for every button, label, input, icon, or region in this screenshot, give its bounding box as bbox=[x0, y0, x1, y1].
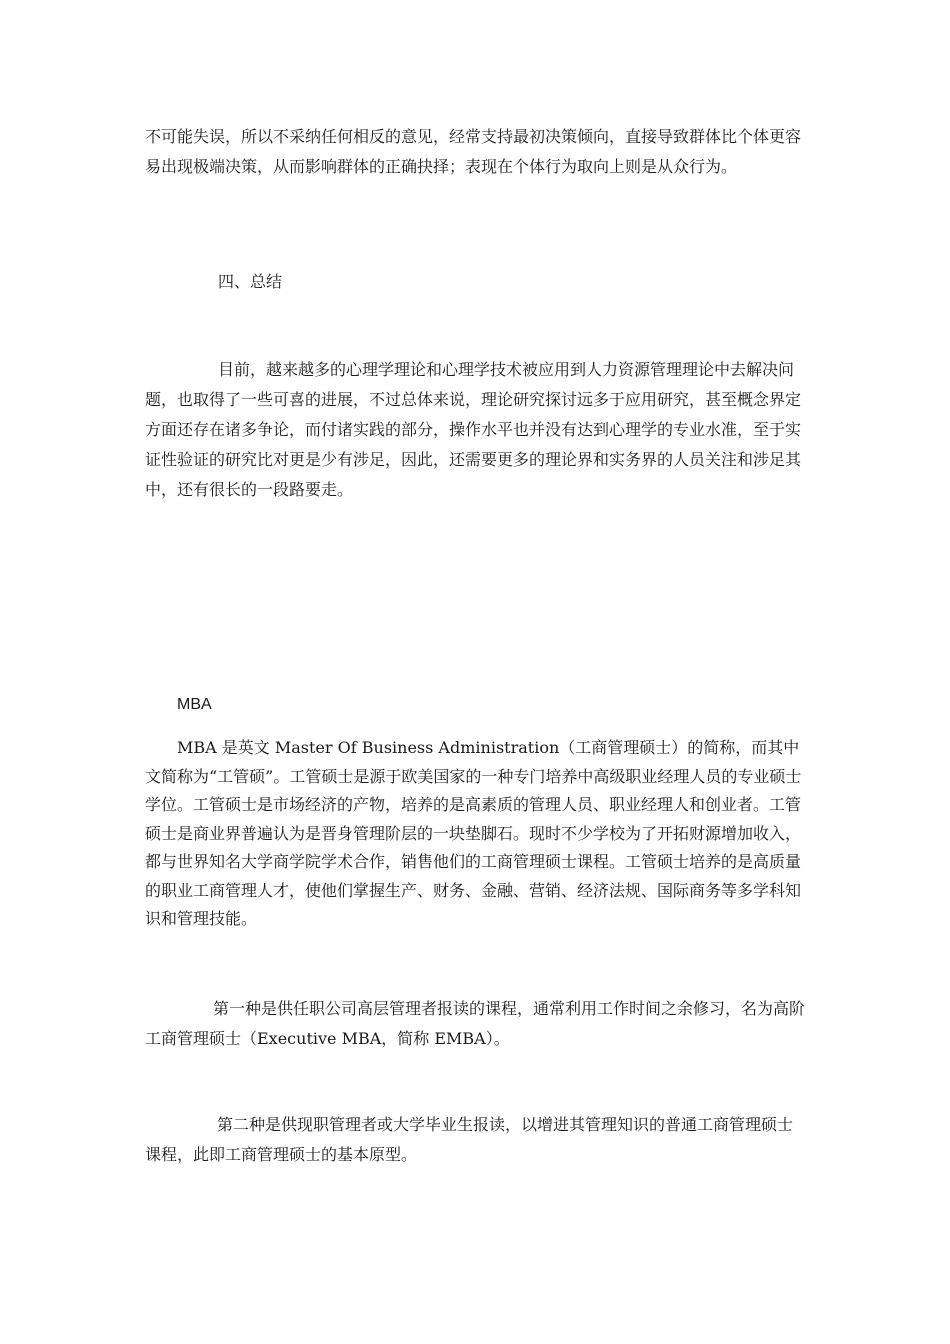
summary-paragraph: 目前，越来越多的心理学理论和心理学技术被应用到人力资源管理理论中去解决问题，也取得了一些可喜的进展，不过总体来说，理论研究探讨远多于应用研究，甚至概念界定方面还存在诸多争论，而付诸实践的部分，操作水平也并没有达到心理学的专业水准，至于实证性验证的研究比对更是少有涉足，因此，还需要更多的理论界和实务界的人员关注和涉足其中，还有很长的一段路要走。 bbox=[145, 360, 802, 499]
mba-definition-paragraph: MBA 是英文 Master Of Business Administration（工商管理硕士）的简称，而其中文简称为“工管硕”。工管硕士是源于欧美国家的一种专门培养中高级职业经理人员的专业硕士学位。工管硕士是市场经济的产物，培养的是高素质的管理人员、职业经理人和创业者。工管硕士是商业界普遍认为是晋身管理阶层的一块垫脚石。现时不少学校为了开拓财源增加收入，都与世界知名大学商学院学术合作，销售他们的工商管理硕士课程。工管硕士培养的是高质量的职业工商管理人才，使他们掌握生产、财务、金融、营销、经济法规、国际商务等多学科知识和管理技能。 bbox=[145, 738, 802, 928]
second-type-paragraph: 第二种是供现职管理者或大学毕业生报读，以增进其管理知识的普通工商管理硕士课程，此即工商管理硕士的基本原型。 bbox=[145, 1115, 794, 1164]
section-heading-summary: 四、总结 bbox=[218, 272, 283, 291]
mba-title: MBA bbox=[177, 696, 212, 713]
first-type-paragraph: 第一种是供任职公司高层管理者报读的课程，通常利用工作时间之余修习，名为高阶工商管理硕士（Executive MBA，简称 EMBA）。 bbox=[145, 999, 806, 1048]
paragraph-continuation: 不可能失误，所以不采纳任何相反的意见，经常支持最初决策倾向，直接导致群体比个体更容易出现极端决策，从而影响群体的正确抉择；表现在个体行为取向上则是从众行为。 bbox=[145, 127, 802, 176]
